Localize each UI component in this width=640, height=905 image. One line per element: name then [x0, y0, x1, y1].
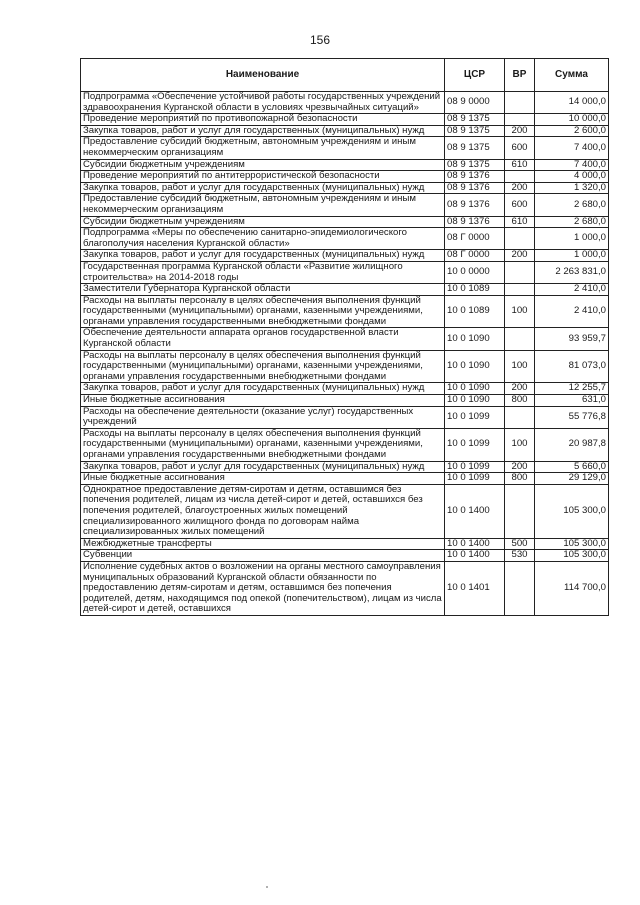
cell-vr: 200: [505, 125, 535, 137]
page-number: 156: [309, 33, 331, 47]
cell-csr: 08 9 1375: [445, 125, 505, 137]
cell-sum: 20 987,8: [535, 428, 609, 461]
header-name: Наименование: [81, 59, 445, 92]
cell-vr: 600: [505, 137, 535, 159]
cell-vr: [505, 228, 535, 250]
header-sum: Сумма: [535, 59, 609, 92]
cell-name: Подпрограмма «Обеспечение устойчивой работы государственных учреждений здравоохранения Курганской области в условиях чрезвычайных ситуаций»: [81, 92, 445, 114]
cell-name: Субсидии бюджетным учреждениям: [81, 216, 445, 228]
cell-vr: 530: [505, 550, 535, 562]
cell-sum: 55 776,8: [535, 406, 609, 428]
cell-vr: 800: [505, 473, 535, 485]
cell-vr: [505, 284, 535, 296]
cell-csr: 08 9 1375: [445, 159, 505, 171]
cell-csr: 08 9 1376: [445, 171, 505, 183]
cell-sum: 631,0: [535, 395, 609, 407]
cell-name: Предоставление субсидий бюджетным, автономным учреждениям и иным некоммерческим организациям: [81, 137, 445, 159]
cell-vr: [505, 171, 535, 183]
header-csr: ЦСР: [445, 59, 505, 92]
cell-sum: 81 073,0: [535, 350, 609, 383]
cell-vr: 500: [505, 538, 535, 550]
cell-csr: 08 9 1375: [445, 114, 505, 126]
table-row: [81, 125, 609, 137]
cell-vr: [505, 406, 535, 428]
cell-sum: 93 959,7: [535, 328, 609, 350]
cell-csr: 10 0 1089: [445, 295, 505, 328]
table-row: [81, 284, 609, 296]
cell-name: Расходы на выплаты персоналу в целях обеспечения выполнения функций государственными (муниципальными) органами, казенными учреждениями, органами управления государственными внебюджетными фондами: [81, 350, 445, 383]
cell-sum: 1 000,0: [535, 228, 609, 250]
cell-csr: 10 0 1099: [445, 473, 505, 485]
cell-name: Однократное предоставление детям-сиротам и детям, оставшимся без попечения родителей, лицам из числа детей-сирот и детей, оставшихся без попечения родителей, благоустроенных жилых помещений специализированного жилищного фонда по договорам найма специализированных жилых помещений: [81, 484, 445, 538]
cell-name: Предоставление субсидий бюджетным, автономным учреждениям и иным некоммерческим организациям: [81, 194, 445, 216]
cell-name: Проведение мероприятий по противопожарной безопасности: [81, 114, 445, 126]
table-row: [81, 261, 609, 283]
cell-vr: [505, 92, 535, 114]
cell-csr: 08 9 1375: [445, 137, 505, 159]
table-row: [81, 538, 609, 550]
table-row: [81, 561, 609, 615]
cell-csr: 08 9 0000: [445, 92, 505, 114]
cell-csr: 10 0 1099: [445, 406, 505, 428]
cell-csr: 10 0 1400: [445, 550, 505, 562]
table-row: [81, 171, 609, 183]
table-row: [81, 473, 609, 485]
cell-csr: 08 Г 0000: [445, 228, 505, 250]
table-row: [81, 92, 609, 114]
table-row: [81, 114, 609, 126]
cell-sum: 7 400,0: [535, 137, 609, 159]
cell-vr: 610: [505, 159, 535, 171]
cell-csr: 10 0 1099: [445, 428, 505, 461]
cell-csr: 10 0 1400: [445, 538, 505, 550]
cell-csr: 10 0 1089: [445, 284, 505, 296]
cell-name: Государственная программа Курганской области «Развитие жилищного строительства» на 2014-2018 годы: [81, 261, 445, 283]
table-row: [81, 216, 609, 228]
cell-name: Субвенции: [81, 550, 445, 562]
cell-csr: 10 0 1090: [445, 328, 505, 350]
cell-sum: 4 000,0: [535, 171, 609, 183]
cell-vr: 200: [505, 383, 535, 395]
cell-vr: 100: [505, 350, 535, 383]
cell-csr: 08 Г 0000: [445, 250, 505, 262]
cell-sum: 10 000,0: [535, 114, 609, 126]
cell-name: Исполнение судебных актов о возложении на органы местного самоуправления муниципальных образований Курганской области обязанности по предоставлению детям-сиротам и детям, оставшимся без попечения родителей, детям, находящимся под опекой (попечительством), лицам из числа детей-сирот и детей, оставшихся: [81, 561, 445, 615]
cell-sum: 29 129,0: [535, 473, 609, 485]
cell-vr: [505, 114, 535, 126]
table-row: [81, 194, 609, 216]
cell-csr: 10 0 0000: [445, 261, 505, 283]
table-row: [81, 550, 609, 562]
cell-name: Межбюджетные трансферты: [81, 538, 445, 550]
table-row: [81, 350, 609, 383]
cell-vr: 800: [505, 395, 535, 407]
cell-sum: 12 255,7: [535, 383, 609, 395]
cell-name: Заместители Губернатора Курганской области: [81, 284, 445, 296]
cell-vr: 200: [505, 461, 535, 473]
table-row: [81, 395, 609, 407]
cell-csr: 10 0 1401: [445, 561, 505, 615]
cell-sum: 105 300,0: [535, 484, 609, 538]
cell-name: Субсидии бюджетным учреждениям: [81, 159, 445, 171]
table-body: [81, 92, 609, 616]
scan-speck: [266, 886, 268, 888]
cell-name: Закупка товаров, работ и услуг для государственных (муниципальных) нужд: [81, 383, 445, 395]
table-row: [81, 484, 609, 538]
cell-sum: 7 400,0: [535, 159, 609, 171]
cell-sum: 2 680,0: [535, 194, 609, 216]
cell-name: Расходы на обеспечение деятельности (оказание услуг) государственных учреждений: [81, 406, 445, 428]
cell-sum: 2 410,0: [535, 295, 609, 328]
cell-vr: [505, 484, 535, 538]
cell-sum: 105 300,0: [535, 550, 609, 562]
budget-table: [80, 58, 609, 616]
cell-sum: 1 320,0: [535, 182, 609, 194]
table-row: [81, 182, 609, 194]
cell-vr: 600: [505, 194, 535, 216]
cell-name: Закупка товаров, работ и услуг для государственных (муниципальных) нужд: [81, 182, 445, 194]
table-row: [81, 228, 609, 250]
cell-name: Закупка товаров, работ и услуг для государственных (муниципальных) нужд: [81, 250, 445, 262]
cell-csr: 10 0 1400: [445, 484, 505, 538]
cell-name: Закупка товаров, работ и услуг для государственных (муниципальных) нужд: [81, 125, 445, 137]
cell-name: Закупка товаров, работ и услуг для государственных (муниципальных) нужд: [81, 461, 445, 473]
cell-vr: [505, 261, 535, 283]
table-row: [81, 461, 609, 473]
cell-sum: 114 700,0: [535, 561, 609, 615]
cell-sum: 5 660,0: [535, 461, 609, 473]
cell-csr: 08 9 1376: [445, 216, 505, 228]
table-row: [81, 428, 609, 461]
cell-vr: 610: [505, 216, 535, 228]
cell-vr: 200: [505, 250, 535, 262]
header-vr: ВР: [505, 59, 535, 92]
cell-vr: [505, 561, 535, 615]
cell-csr: 10 0 1090: [445, 383, 505, 395]
cell-sum: 2 410,0: [535, 284, 609, 296]
cell-name: Проведение мероприятий по антитеррористической безопасности: [81, 171, 445, 183]
table-row: [81, 295, 609, 328]
cell-vr: 100: [505, 295, 535, 328]
table-row: [81, 159, 609, 171]
cell-name: Расходы на выплаты персоналу в целях обеспечения выполнения функций государственными (муниципальными) органами, казенными учреждениями, органами управления государственными внебюджетными фондами: [81, 428, 445, 461]
cell-csr: 08 9 1376: [445, 182, 505, 194]
cell-vr: 200: [505, 182, 535, 194]
cell-vr: [505, 328, 535, 350]
table-row: [81, 137, 609, 159]
cell-sum: 2 263 831,0: [535, 261, 609, 283]
cell-csr: 10 0 1099: [445, 461, 505, 473]
cell-csr: 10 0 1090: [445, 395, 505, 407]
cell-sum: 2 680,0: [535, 216, 609, 228]
table-row: [81, 383, 609, 395]
cell-vr: 100: [505, 428, 535, 461]
table-header-row: [81, 59, 609, 92]
cell-sum: 105 300,0: [535, 538, 609, 550]
cell-csr: 08 9 1376: [445, 194, 505, 216]
cell-name: Подпрограмма «Меры по обеспечению санитарно-эпидемиологического благополучия населения Курганской области»: [81, 228, 445, 250]
cell-csr: 10 0 1090: [445, 350, 505, 383]
cell-name: Иные бюджетные ассигнования: [81, 395, 445, 407]
cell-name: Иные бюджетные ассигнования: [81, 473, 445, 485]
table-row: [81, 250, 609, 262]
table-row: [81, 406, 609, 428]
cell-sum: 14 000,0: [535, 92, 609, 114]
cell-name: Обеспечение деятельности аппарата органов государственной власти Курганской области: [81, 328, 445, 350]
cell-sum: 2 600,0: [535, 125, 609, 137]
cell-name: Расходы на выплаты персоналу в целях обеспечения выполнения функций государственными (муниципальными) органами, казенными учреждениями, органами управления государственными внебюджетными фондами: [81, 295, 445, 328]
cell-sum: 1 000,0: [535, 250, 609, 262]
table-row: [81, 328, 609, 350]
